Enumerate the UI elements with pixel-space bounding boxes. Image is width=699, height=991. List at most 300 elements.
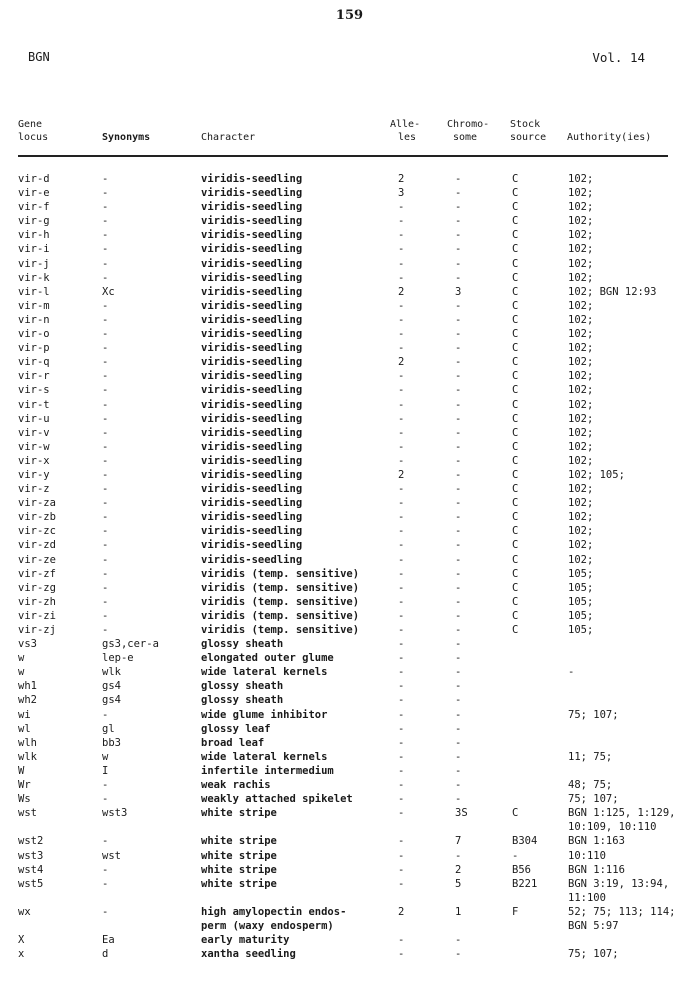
gene-locus-cell: w: [18, 652, 25, 665]
chromosome-cell: -: [455, 764, 462, 777]
alleles-cell: -: [398, 595, 405, 608]
synonym-cell: -: [102, 229, 109, 242]
alleles-cell: -: [398, 567, 405, 580]
character-cell: broad leaf: [201, 736, 265, 749]
stock-source-cell: C: [512, 285, 519, 298]
synonym-cell: -: [102, 468, 109, 481]
character-cell: viridis-seedling: [201, 426, 303, 439]
character-cell: viridis-seedling: [201, 313, 303, 326]
authority-cell: 105;: [568, 567, 594, 580]
character-cell: viridis-seedling: [201, 229, 303, 242]
synonym-cell: -: [102, 624, 109, 636]
alleles-cell: -: [398, 215, 405, 228]
gene-locus-cell: wh2: [18, 694, 37, 707]
table-row: [0, 285, 699, 299]
chromosome-cell: -: [455, 736, 462, 749]
stock-source-cell: C: [512, 624, 519, 636]
character-cell: glossy sheath: [201, 680, 284, 693]
authority-cell: BGN 1:163: [568, 835, 625, 848]
stock-source-cell: C: [512, 299, 519, 312]
chromosome-cell: -: [455, 243, 462, 256]
gene-locus-cell: vir-w: [18, 440, 50, 453]
chromosome-cell: -: [455, 708, 462, 721]
stock-source-cell: C: [512, 398, 519, 411]
alleles-cell: 2: [398, 905, 405, 918]
gene-locus-cell: vir-p: [18, 342, 50, 355]
authority-cell: -: [568, 666, 575, 679]
page-number: 159: [335, 8, 364, 23]
authority-cell: 102;: [568, 511, 594, 524]
stock-source-cell: C: [512, 483, 519, 496]
authority-cell: 102;: [568, 356, 594, 369]
table-row: [0, 877, 699, 891]
character-cell: viridis (temp. sensitive): [201, 609, 360, 622]
chromosome-cell: -: [455, 497, 462, 510]
chromosome-cell: -: [455, 328, 462, 341]
alleles-cell: -: [398, 638, 405, 651]
gene-locus-cell: vir-f: [18, 201, 50, 214]
alleles-cell: -: [398, 313, 405, 326]
stock-source-cell: C: [512, 454, 519, 467]
authority-cell: 102;: [568, 525, 594, 538]
gene-locus-cell: vs3: [18, 638, 37, 651]
stock-source-cell: C: [512, 271, 519, 284]
col-synonyms: Synonyms: [102, 132, 151, 143]
gene-locus-cell: vir-o: [18, 328, 50, 341]
table-row: [0, 623, 699, 637]
alleles-cell: -: [398, 722, 405, 735]
synonym-cell: -: [102, 440, 109, 453]
table-row: [0, 849, 699, 863]
character-cell: viridis-seedling: [201, 539, 303, 552]
gene-locus-cell: vir-ze: [18, 553, 56, 566]
stock-source-cell: C: [512, 807, 519, 820]
table-row: [0, 693, 699, 707]
alleles-cell: -: [398, 539, 405, 552]
chromosome-cell: -: [455, 483, 462, 496]
chromosome-cell: 3: [455, 285, 462, 298]
authority-cell: 102;: [568, 454, 594, 467]
stock-source-cell: C: [512, 342, 519, 355]
synonym-cell: -: [102, 863, 109, 876]
table-row: [0, 764, 699, 778]
chromosome-cell: -: [455, 215, 462, 228]
chromosome-cell: -: [455, 666, 462, 679]
journal-abbrev: BGN: [28, 50, 50, 64]
alleles-cell: -: [398, 483, 405, 496]
synonym-cell: -: [102, 553, 109, 566]
chromosome-cell: -: [455, 849, 462, 862]
stock-source-cell: B304: [512, 835, 538, 848]
gene-locus-cell: vir-m: [18, 299, 50, 312]
table-row: [0, 454, 699, 468]
gene-locus-cell: vir-g: [18, 215, 50, 228]
gene-locus-cell: wl: [18, 722, 31, 735]
table-row: [0, 567, 699, 581]
table-row: [0, 750, 699, 764]
synonym-cell: -: [102, 384, 109, 397]
synonym-cell: gl: [102, 722, 115, 735]
gene-locus-cell: vir-l: [18, 285, 50, 298]
chromosome-cell: -: [455, 412, 462, 425]
table-row: [0, 172, 699, 186]
character-cell: viridis-seedling: [201, 173, 303, 185]
alleles-cell: -: [398, 666, 405, 679]
gene-locus-cell: x: [18, 948, 25, 961]
synonym-cell: wlk: [102, 666, 121, 679]
alleles-cell: -: [398, 863, 405, 876]
chromosome-cell: -: [455, 313, 462, 326]
character-cell: viridis-seedling: [201, 342, 303, 355]
alleles-cell: -: [398, 764, 405, 777]
alleles-cell: -: [398, 440, 405, 453]
synonym-cell: lep-e: [102, 652, 134, 665]
chromosome-cell: 2: [455, 863, 462, 876]
chromosome-cell: -: [455, 356, 462, 369]
alleles-cell: -: [398, 299, 405, 312]
character-cell: viridis-seedling: [201, 412, 303, 425]
col-stock-line2: source: [510, 132, 547, 143]
col-character: Character: [201, 132, 256, 143]
synonym-cell: -: [102, 243, 109, 256]
synonym-cell: d: [102, 948, 109, 961]
chromosome-cell: 1: [455, 905, 462, 918]
authority-cell: 102;: [568, 398, 594, 411]
stock-source-cell: C: [512, 370, 519, 383]
header-rule: [18, 155, 668, 157]
gene-locus-cell: wlh: [18, 736, 37, 749]
character-cell: white stripe: [201, 877, 277, 890]
table-row: [0, 369, 699, 383]
gene-locus-cell: vir-x: [18, 454, 50, 467]
character-cell: viridis-seedling: [201, 328, 303, 341]
table-row: [0, 271, 699, 285]
gene-locus-cell: vir-zf: [18, 567, 56, 580]
gene-locus-cell: vir-j: [18, 257, 50, 270]
synonym-cell: -: [102, 187, 109, 200]
alleles-cell: -: [398, 624, 405, 636]
alleles-cell: -: [398, 736, 405, 749]
chromosome-cell: -: [455, 680, 462, 693]
character-cell: white stripe: [201, 849, 277, 862]
synonym-cell: -: [102, 877, 109, 890]
character-cell-continued: perm (waxy endosperm): [201, 919, 334, 932]
gene-locus-cell: vir-q: [18, 356, 50, 369]
synonym-cell: -: [102, 215, 109, 228]
character-cell: viridis-seedling: [201, 201, 303, 214]
character-cell: early maturity: [201, 934, 290, 947]
gene-locus-cell: vir-z: [18, 483, 50, 496]
stock-source-cell: C: [512, 539, 519, 552]
alleles-cell: -: [398, 271, 405, 284]
alleles-cell: -: [398, 243, 405, 256]
character-cell: viridis-seedling: [201, 384, 303, 397]
synonym-cell: gs4: [102, 694, 121, 707]
stock-source-cell: B56: [512, 863, 531, 876]
col-gene-line2: locus: [18, 132, 49, 143]
synonym-cell: -: [102, 328, 109, 341]
chromosome-cell: -: [455, 257, 462, 270]
table-row: [0, 412, 699, 426]
table-row: [0, 257, 699, 271]
synonym-cell: -: [102, 257, 109, 270]
stock-source-cell: C: [512, 243, 519, 256]
gene-locus-cell: W: [18, 764, 25, 777]
gene-locus-cell: vir-s: [18, 384, 50, 397]
table-row: [0, 383, 699, 397]
stock-source-cell: F: [512, 905, 519, 918]
synonym-cell: wst: [102, 849, 121, 862]
character-cell: viridis-seedling: [201, 187, 303, 200]
synonym-cell: -: [102, 356, 109, 369]
chromosome-cell: -: [455, 553, 462, 566]
chromosome-cell: -: [455, 426, 462, 439]
character-cell: white stripe: [201, 863, 277, 876]
synonym-cell: gs3,cer-a: [102, 638, 159, 651]
table-row: [0, 313, 699, 327]
gene-locus-cell: vir-k: [18, 271, 50, 284]
synonym-cell: -: [102, 497, 109, 510]
authority-cell: 75; 107;: [568, 708, 619, 721]
authority-cell-continued: BGN 5:97: [568, 919, 619, 932]
character-cell: white stripe: [201, 807, 277, 820]
authority-cell: 102;: [568, 497, 594, 510]
table-row: [0, 806, 699, 820]
chromosome-cell: -: [455, 595, 462, 608]
synonym-cell: Ea: [102, 934, 115, 947]
character-cell: viridis-seedling: [201, 525, 303, 538]
table-row: [0, 792, 699, 806]
alleles-cell: -: [398, 370, 405, 383]
stock-source-cell: C: [512, 187, 519, 200]
synonym-cell: w: [102, 750, 109, 763]
character-cell: elongated outer glume: [201, 652, 334, 665]
stock-source-cell: B221: [512, 877, 538, 890]
synonym-cell: I: [102, 764, 109, 777]
table-row: [0, 651, 699, 665]
synonym-cell: -: [102, 412, 109, 425]
alleles-cell: -: [398, 525, 405, 538]
alleles-cell: -: [398, 807, 405, 820]
synonym-cell: -: [102, 525, 109, 538]
synonym-cell: -: [102, 201, 109, 214]
authority-cell: 10:110: [568, 849, 606, 862]
chromosome-cell: -: [455, 511, 462, 524]
character-cell: viridis-seedling: [201, 285, 303, 298]
authority-cell-continued: 11:100: [568, 891, 606, 904]
gene-locus-cell: X: [18, 934, 25, 947]
gene-locus-cell: vir-r: [18, 370, 50, 383]
alleles-cell: 2: [398, 285, 405, 298]
alleles-cell: -: [398, 948, 405, 961]
synonym-cell: gs4: [102, 680, 121, 693]
alleles-cell: -: [398, 201, 405, 214]
character-cell: viridis-seedling: [201, 299, 303, 312]
gene-locus-cell: vir-d: [18, 173, 50, 185]
synonym-cell: -: [102, 398, 109, 411]
chromosome-cell: -: [455, 694, 462, 707]
gene-locus-cell: vir-zg: [18, 581, 56, 594]
synonym-cell: bb3: [102, 736, 121, 749]
alleles-cell: -: [398, 835, 405, 848]
gene-locus-cell: w: [18, 666, 25, 679]
stock-source-cell: C: [512, 595, 519, 608]
alleles-cell: -: [398, 342, 405, 355]
table-row: [0, 736, 699, 750]
synonym-cell: -: [102, 595, 109, 608]
table-row: [0, 553, 699, 567]
table-row: [0, 341, 699, 355]
stock-source-cell: C: [512, 581, 519, 594]
authority-cell: 102;: [568, 215, 594, 228]
synonym-cell: -: [102, 511, 109, 524]
stock-source-cell: C: [512, 567, 519, 580]
gene-locus-cell: vir-v: [18, 426, 50, 439]
authority-cell: 102;: [568, 313, 594, 326]
synonym-cell: Xc: [102, 285, 115, 298]
volume-label: Vol. 14: [592, 50, 645, 65]
alleles-cell: -: [398, 398, 405, 411]
table-row: [0, 722, 699, 736]
stock-source-cell: C: [512, 440, 519, 453]
character-cell: viridis-seedling: [201, 468, 303, 481]
col-alleles-line1: Alle-: [390, 119, 421, 130]
character-cell: viridis (temp. sensitive): [201, 567, 360, 580]
alleles-cell: -: [398, 877, 405, 890]
synonym-cell: -: [102, 483, 109, 496]
character-cell: weakly attached spikelet: [201, 793, 353, 806]
gene-locus-cell: vir-zd: [18, 539, 56, 552]
alleles-cell: -: [398, 454, 405, 467]
alleles-cell: -: [398, 609, 405, 622]
authority-cell: 75; 107;: [568, 948, 619, 961]
chromosome-cell: 5: [455, 877, 462, 890]
col-authorities: Authority(ies): [567, 132, 652, 143]
table-row: [0, 496, 699, 510]
gene-locus-cell: vir-zi: [18, 609, 56, 622]
authority-cell: 105;: [568, 581, 594, 594]
character-cell: viridis (temp. sensitive): [201, 595, 360, 608]
alleles-cell: -: [398, 652, 405, 665]
character-cell: glossy leaf: [201, 722, 271, 735]
chromosome-cell: -: [455, 779, 462, 792]
authority-cell: 102;: [568, 201, 594, 214]
character-cell: wide lateral kernels: [201, 750, 328, 763]
character-cell: viridis-seedling: [201, 511, 303, 524]
chromosome-cell: -: [455, 398, 462, 411]
authority-cell: 102;: [568, 412, 594, 425]
table-row: [0, 440, 699, 454]
character-cell: viridis-seedling: [201, 257, 303, 270]
chromosome-cell: -: [455, 750, 462, 763]
authority-cell: 102;: [568, 539, 594, 552]
authority-cell: 102;: [568, 342, 594, 355]
alleles-cell: -: [398, 779, 405, 792]
alleles-cell: -: [398, 581, 405, 594]
authority-cell: 102;: [568, 229, 594, 242]
authority-cell: 102; 105;: [568, 468, 625, 481]
authority-cell: BGN 1:116: [568, 863, 625, 876]
gene-locus-cell: Ws: [18, 793, 31, 806]
synonym-cell: -: [102, 173, 109, 185]
chromosome-cell: -: [455, 440, 462, 453]
chromosome-cell: -: [455, 468, 462, 481]
chromosome-cell: -: [455, 370, 462, 383]
alleles-cell: -: [398, 553, 405, 566]
authority-cell: 11; 75;: [568, 750, 613, 763]
gene-locus-cell: vir-zc: [18, 525, 56, 538]
authority-cell: 102;: [568, 384, 594, 397]
table-row: [0, 778, 699, 792]
character-cell: glossy sheath: [201, 694, 284, 707]
character-cell: viridis-seedling: [201, 370, 303, 383]
character-cell: viridis-seedling: [201, 553, 303, 566]
stock-source-cell: C: [512, 553, 519, 566]
alleles-cell: 2: [398, 468, 405, 481]
chromosome-cell: -: [455, 567, 462, 580]
gene-table-body: [0, 172, 699, 961]
character-cell: viridis (temp. sensitive): [201, 581, 360, 594]
stock-source-cell: C: [512, 257, 519, 270]
alleles-cell: -: [398, 934, 405, 947]
authority-cell: 102;: [568, 440, 594, 453]
col-chromosome-line2: some: [453, 132, 478, 143]
table-row: [0, 679, 699, 693]
character-cell: viridis-seedling: [201, 356, 303, 369]
table-row: [0, 538, 699, 552]
table-row: [0, 355, 699, 369]
synonym-cell: -: [102, 342, 109, 355]
synonym-cell: -: [102, 299, 109, 312]
authority-cell: 48; 75;: [568, 779, 613, 792]
col-gene-line1: Gene: [18, 119, 43, 130]
chromosome-cell: 7: [455, 835, 462, 848]
synonym-cell: -: [102, 539, 109, 552]
character-cell: xantha seedling: [201, 948, 296, 961]
table-row: [0, 863, 699, 877]
alleles-cell: -: [398, 257, 405, 270]
table-row: [0, 228, 699, 242]
stock-source-cell: C: [512, 609, 519, 622]
synonym-cell: -: [102, 271, 109, 284]
synonym-cell: -: [102, 793, 109, 806]
gene-locus-cell: wst2: [18, 835, 44, 848]
character-cell: viridis-seedling: [201, 398, 303, 411]
table-row: [0, 609, 699, 623]
character-cell: wide glume inhibitor: [201, 708, 328, 721]
character-cell: viridis-seedling: [201, 243, 303, 256]
authority-cell: 102;: [568, 271, 594, 284]
stock-source-cell: C: [512, 384, 519, 397]
chromosome-cell: -: [455, 948, 462, 961]
character-cell: viridis-seedling: [201, 440, 303, 453]
table-row: [0, 510, 699, 524]
chromosome-cell: -: [455, 934, 462, 947]
table-row: [0, 581, 699, 595]
stock-source-cell: C: [512, 328, 519, 341]
chromosome-cell: -: [455, 539, 462, 552]
stock-source-cell: C: [512, 356, 519, 369]
synonym-cell: -: [102, 567, 109, 580]
table-row: [0, 595, 699, 609]
alleles-cell: -: [398, 793, 405, 806]
chromosome-cell: -: [455, 722, 462, 735]
authority-cell: BGN 3:19, 13:94,: [568, 877, 670, 890]
alleles-cell: -: [398, 497, 405, 510]
synonym-cell: -: [102, 779, 109, 792]
alleles-cell: 3: [398, 187, 405, 200]
gene-locus-cell: vir-y: [18, 468, 50, 481]
